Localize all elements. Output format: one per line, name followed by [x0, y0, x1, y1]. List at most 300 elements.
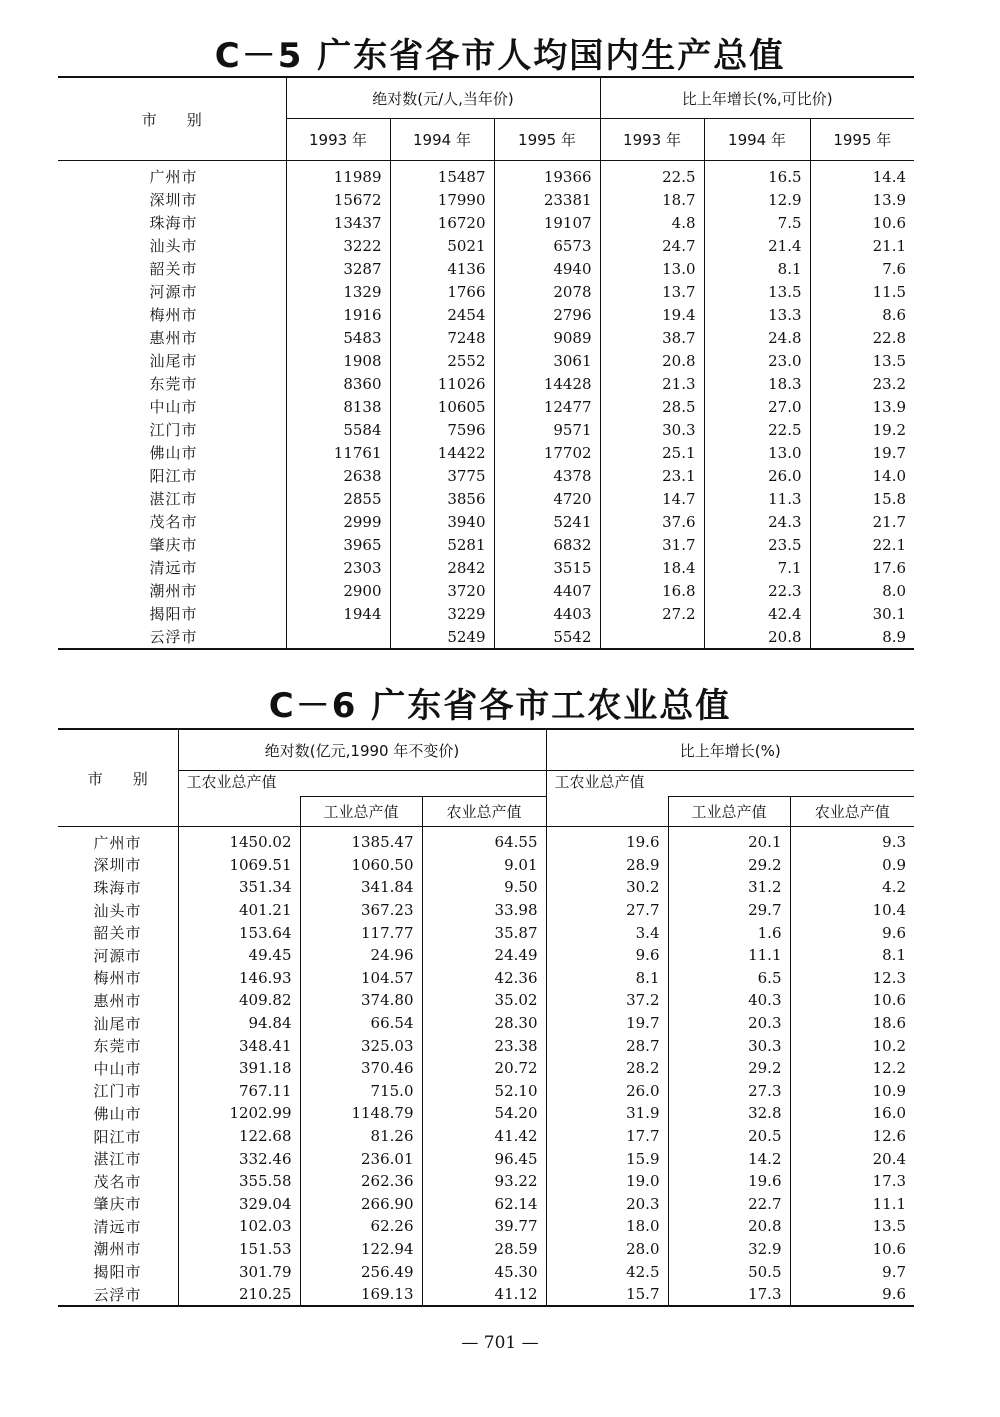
value-cell: 3287	[286, 257, 390, 280]
value-cell: 355.58	[178, 1170, 300, 1193]
value-cell: 409.82	[178, 989, 300, 1012]
value-cell: 7596	[390, 418, 494, 441]
value-cell: 8.1	[546, 967, 668, 990]
row-header: 市 别	[58, 77, 286, 161]
value-cell: 15.8	[810, 487, 914, 510]
value-cell: 8138	[286, 395, 390, 418]
table-row	[58, 944, 914, 967]
value-cell: 325.03	[300, 1034, 422, 1057]
value-cell: 45.30	[422, 1260, 546, 1283]
table-row	[58, 625, 914, 649]
value-cell: 6832	[494, 533, 600, 556]
value-cell: 18.0	[546, 1215, 668, 1238]
table-row	[58, 1012, 914, 1035]
value-cell: 19.0	[546, 1170, 668, 1193]
value-cell: 24.49	[422, 944, 546, 967]
table-row	[58, 464, 914, 487]
value-cell: 2552	[390, 349, 494, 372]
value-cell: 30.3	[668, 1034, 790, 1057]
city-name: 深圳市	[93, 856, 142, 875]
value-cell: 19107	[494, 211, 600, 234]
city-name: 江门市	[149, 421, 198, 439]
value-cell: 52.10	[422, 1080, 546, 1103]
city-name: 阳江市	[93, 1127, 142, 1146]
table-row	[58, 579, 914, 602]
value-cell: 30.3	[600, 418, 704, 441]
value-cell: 23.38	[422, 1034, 546, 1057]
table-row	[58, 487, 914, 510]
group-header-absolute: 绝对数(元/人,当年价)	[286, 77, 600, 119]
table-row	[58, 1080, 914, 1103]
value-cell: 1916	[286, 303, 390, 326]
value-cell: 117.77	[300, 921, 422, 944]
value-cell: 236.01	[300, 1147, 422, 1170]
value-cell: 104.57	[300, 967, 422, 990]
value-cell: 374.80	[300, 989, 422, 1012]
value-cell: 370.46	[300, 1057, 422, 1080]
table-row	[58, 1125, 914, 1148]
city-name: 肇庆市	[149, 536, 198, 554]
row-header: 市 别	[58, 729, 178, 827]
year-header: 1994 年	[390, 119, 494, 161]
value-cell: 21.7	[810, 510, 914, 533]
value-cell: 4.8	[600, 211, 704, 234]
value-cell: 4136	[390, 257, 494, 280]
value-cell: 15487	[390, 161, 494, 189]
value-cell: 7248	[390, 326, 494, 349]
value-cell: 20.72	[422, 1057, 546, 1080]
value-cell: 8360	[286, 372, 390, 395]
value-cell: 15.9	[546, 1147, 668, 1170]
value-cell: 2855	[286, 487, 390, 510]
city-name: 阳江市	[149, 467, 198, 485]
city-name: 湛江市	[149, 490, 198, 508]
table-row	[58, 418, 914, 441]
col-agri-header: 农业总产值	[422, 797, 546, 827]
value-cell: 4940	[494, 257, 600, 280]
value-cell: 10.9	[790, 1080, 914, 1103]
table-row	[58, 349, 914, 372]
table-row	[58, 967, 914, 990]
value-cell: 3775	[390, 464, 494, 487]
table-row	[58, 395, 914, 418]
value-cell: 22.8	[810, 326, 914, 349]
value-cell: 13437	[286, 211, 390, 234]
value-cell: 11.1	[790, 1193, 914, 1216]
value-cell: 6.5	[668, 967, 790, 990]
value-cell: 33.98	[422, 899, 546, 922]
value-cell: 19.6	[546, 827, 668, 854]
table-row	[58, 602, 914, 625]
table-row	[58, 876, 914, 899]
value-cell: 62.26	[300, 1215, 422, 1238]
value-cell: 9.6	[790, 921, 914, 944]
value-cell: 37.2	[546, 989, 668, 1012]
value-cell: 10.4	[790, 899, 914, 922]
value-cell: 28.59	[422, 1238, 546, 1261]
value-cell: 14422	[390, 441, 494, 464]
value-cell: 29.2	[668, 1057, 790, 1080]
value-cell: 17.3	[668, 1283, 790, 1307]
value-cell: 169.13	[300, 1283, 422, 1307]
value-cell: 2454	[390, 303, 494, 326]
value-cell: 22.7	[668, 1193, 790, 1216]
value-cell: 210.25	[178, 1283, 300, 1307]
value-cell: 22.3	[704, 579, 810, 602]
table-row	[58, 1034, 914, 1057]
value-cell: 5241	[494, 510, 600, 533]
table-c5-title: C－5 广东省各市人均国内生产总值	[214, 36, 786, 76]
value-cell: 3965	[286, 533, 390, 556]
value-cell: 23.1	[600, 464, 704, 487]
value-cell: 5483	[286, 326, 390, 349]
value-cell: 64.55	[422, 827, 546, 854]
page-number: — 701 —	[461, 1333, 539, 1353]
table-row	[58, 989, 914, 1012]
value-cell: 35.87	[422, 921, 546, 944]
value-cell: 22.5	[600, 161, 704, 189]
value-cell: 1450.02	[178, 827, 300, 854]
table-c6	[58, 728, 914, 1307]
table-c6-title: C－6 广东省各市工农业总值	[268, 686, 732, 726]
value-cell: 26.0	[546, 1080, 668, 1103]
value-cell: 24.96	[300, 944, 422, 967]
value-cell: 23.2	[810, 372, 914, 395]
city-name: 清远市	[149, 559, 198, 577]
table-row	[58, 1147, 914, 1170]
value-cell: 10.6	[790, 1238, 914, 1261]
city-name: 揭阳市	[93, 1263, 142, 1282]
table-row	[58, 1170, 914, 1193]
value-cell: 1148.79	[300, 1102, 422, 1125]
value-cell: 35.02	[422, 989, 546, 1012]
city-name: 佛山市	[93, 1104, 142, 1123]
value-cell: 15672	[286, 188, 390, 211]
value-cell: 6573	[494, 234, 600, 257]
value-cell: 28.9	[546, 854, 668, 877]
table-row	[58, 510, 914, 533]
value-cell: 3940	[390, 510, 494, 533]
value-cell: 715.0	[300, 1080, 422, 1103]
city-name: 惠州市	[149, 329, 198, 347]
table-row	[58, 280, 914, 303]
group-header-growth: 比上年增长(%)	[546, 729, 914, 771]
city-name: 河源市	[149, 283, 198, 301]
value-cell: 17702	[494, 441, 600, 464]
table-row	[58, 257, 914, 280]
city-name: 东莞市	[93, 1037, 142, 1056]
value-cell: 40.3	[668, 989, 790, 1012]
value-cell: 23.5	[704, 533, 810, 556]
value-cell: 19.6	[668, 1170, 790, 1193]
value-cell: 17.3	[790, 1170, 914, 1193]
table-row	[58, 1238, 914, 1261]
value-cell: 151.53	[178, 1238, 300, 1261]
value-cell: 11.5	[810, 280, 914, 303]
value-cell: 11989	[286, 161, 390, 189]
value-cell: 26.0	[704, 464, 810, 487]
city-name: 潮州市	[149, 582, 198, 600]
value-cell: 19.7	[546, 1012, 668, 1035]
value-cell: 24.7	[600, 234, 704, 257]
year-header: 1993 年	[600, 119, 704, 161]
value-cell: 14.4	[810, 161, 914, 189]
year-header: 1993 年	[286, 119, 390, 161]
value-cell: 9571	[494, 418, 600, 441]
value-cell: 29.7	[668, 899, 790, 922]
col-total-growth-header: 工农业总产值	[546, 771, 668, 797]
value-cell: 341.84	[300, 876, 422, 899]
value-cell: 16.0	[790, 1102, 914, 1125]
value-cell: 1766	[390, 280, 494, 303]
value-cell: 27.7	[546, 899, 668, 922]
value-cell: 17.6	[810, 556, 914, 579]
table-row	[58, 556, 914, 579]
value-cell: 19.2	[810, 418, 914, 441]
value-cell	[286, 625, 390, 649]
value-cell: 1944	[286, 602, 390, 625]
value-cell: 20.3	[668, 1012, 790, 1035]
value-cell: 1.6	[668, 921, 790, 944]
value-cell: 38.7	[600, 326, 704, 349]
value-cell: 12.9	[704, 188, 810, 211]
table-row	[58, 234, 914, 257]
table-row	[58, 1283, 914, 1307]
value-cell: 8.1	[704, 257, 810, 280]
table-row	[58, 1057, 914, 1080]
city-name: 茂名市	[149, 513, 198, 531]
value-cell: 14.2	[668, 1147, 790, 1170]
value-cell: 18.7	[600, 188, 704, 211]
value-cell: 391.18	[178, 1057, 300, 1080]
value-cell: 20.8	[600, 349, 704, 372]
value-cell: 122.68	[178, 1125, 300, 1148]
value-cell: 8.0	[810, 579, 914, 602]
value-cell: 11.1	[668, 944, 790, 967]
value-cell: 5021	[390, 234, 494, 257]
value-cell: 49.45	[178, 944, 300, 967]
table-row	[58, 1193, 914, 1216]
value-cell: 16.8	[600, 579, 704, 602]
value-cell: 37.6	[600, 510, 704, 533]
value-cell: 1329	[286, 280, 390, 303]
value-cell: 24.3	[704, 510, 810, 533]
value-cell: 1908	[286, 349, 390, 372]
value-cell: 5249	[390, 625, 494, 649]
value-cell: 30.1	[810, 602, 914, 625]
value-cell: 367.23	[300, 899, 422, 922]
city-name: 中山市	[149, 398, 198, 416]
value-cell: 27.2	[600, 602, 704, 625]
city-name: 珠海市	[149, 214, 198, 232]
city-name: 清远市	[93, 1217, 142, 1236]
city-name: 汕尾市	[93, 1014, 142, 1033]
value-cell: 10.6	[810, 211, 914, 234]
city-name: 潮州市	[93, 1240, 142, 1259]
value-cell	[600, 625, 704, 649]
city-name: 云浮市	[93, 1285, 142, 1304]
value-cell: 27.3	[668, 1080, 790, 1103]
value-cell: 13.0	[704, 441, 810, 464]
table-row	[58, 827, 914, 854]
value-cell: 102.03	[178, 1215, 300, 1238]
group-header-absolute: 绝对数(亿元,1990 年不变价)	[178, 729, 546, 771]
city-name: 广州市	[93, 833, 142, 852]
table-row	[58, 921, 914, 944]
value-cell: 28.30	[422, 1012, 546, 1035]
value-cell: 767.11	[178, 1080, 300, 1103]
value-cell: 20.1	[668, 827, 790, 854]
value-cell: 8.1	[790, 944, 914, 967]
value-cell: 28.5	[600, 395, 704, 418]
value-cell: 7.5	[704, 211, 810, 234]
value-cell: 54.20	[422, 1102, 546, 1125]
value-cell: 20.5	[668, 1125, 790, 1148]
city-name: 汕尾市	[149, 352, 198, 370]
value-cell: 4407	[494, 579, 600, 602]
city-name: 汕头市	[149, 237, 198, 255]
city-name: 江门市	[93, 1082, 142, 1101]
year-header: 1994 年	[704, 119, 810, 161]
value-cell: 11761	[286, 441, 390, 464]
value-cell: 93.22	[422, 1170, 546, 1193]
city-name: 揭阳市	[149, 605, 198, 623]
value-cell: 256.49	[300, 1260, 422, 1283]
value-cell: 351.34	[178, 876, 300, 899]
city-name: 湛江市	[93, 1150, 142, 1169]
value-cell: 10.6	[790, 989, 914, 1012]
city-name: 佛山市	[149, 444, 198, 462]
value-cell: 19366	[494, 161, 600, 189]
value-cell: 2303	[286, 556, 390, 579]
value-cell: 14.7	[600, 487, 704, 510]
value-cell: 2638	[286, 464, 390, 487]
value-cell: 24.8	[704, 326, 810, 349]
table-row	[58, 372, 914, 395]
value-cell: 12.6	[790, 1125, 914, 1148]
value-cell: 3515	[494, 556, 600, 579]
value-cell: 41.42	[422, 1125, 546, 1148]
value-cell: 266.90	[300, 1193, 422, 1216]
value-cell: 9.01	[422, 854, 546, 877]
value-cell: 2999	[286, 510, 390, 533]
value-cell: 94.84	[178, 1012, 300, 1035]
city-name: 云浮市	[149, 628, 198, 646]
value-cell: 7.1	[704, 556, 810, 579]
value-cell: 153.64	[178, 921, 300, 944]
value-cell: 31.9	[546, 1102, 668, 1125]
value-cell: 2078	[494, 280, 600, 303]
value-cell: 96.45	[422, 1147, 546, 1170]
value-cell: 3222	[286, 234, 390, 257]
table-row	[58, 161, 914, 189]
value-cell: 13.0	[600, 257, 704, 280]
value-cell: 348.41	[178, 1034, 300, 1057]
value-cell: 28.2	[546, 1057, 668, 1080]
city-name: 梅州市	[149, 306, 198, 324]
value-cell: 32.9	[668, 1238, 790, 1261]
value-cell: 17.7	[546, 1125, 668, 1148]
col-industry-header: 工业总产值	[300, 797, 422, 827]
value-cell: 19.4	[600, 303, 704, 326]
value-cell: 17990	[390, 188, 494, 211]
value-cell: 13.7	[600, 280, 704, 303]
value-cell: 21.1	[810, 234, 914, 257]
city-name: 东莞市	[149, 375, 198, 393]
value-cell: 29.2	[668, 854, 790, 877]
value-cell: 10.2	[790, 1034, 914, 1057]
city-name: 中山市	[93, 1059, 142, 1078]
value-cell: 5542	[494, 625, 600, 649]
value-cell: 14.0	[810, 464, 914, 487]
city-name: 茂名市	[93, 1172, 142, 1191]
value-cell: 146.93	[178, 967, 300, 990]
city-name: 韶关市	[149, 260, 198, 278]
value-cell: 12.2	[790, 1057, 914, 1080]
table-row	[58, 533, 914, 556]
value-cell: 12.3	[790, 967, 914, 990]
value-cell: 22.1	[810, 533, 914, 556]
table-row	[58, 899, 914, 922]
value-cell: 13.5	[790, 1215, 914, 1238]
city-name: 惠州市	[93, 991, 142, 1010]
year-header: 1995 年	[494, 119, 600, 161]
value-cell: 14428	[494, 372, 600, 395]
value-cell: 31.2	[668, 876, 790, 899]
city-name: 韶关市	[93, 924, 142, 943]
value-cell: 5281	[390, 533, 494, 556]
value-cell: 31.7	[600, 533, 704, 556]
table-row	[58, 1102, 914, 1125]
value-cell: 13.5	[704, 280, 810, 303]
value-cell: 7.6	[810, 257, 914, 280]
value-cell: 12477	[494, 395, 600, 418]
value-cell: 301.79	[178, 1260, 300, 1283]
value-cell: 27.0	[704, 395, 810, 418]
value-cell: 42.5	[546, 1260, 668, 1283]
value-cell: 9.7	[790, 1260, 914, 1283]
value-cell: 22.5	[704, 418, 810, 441]
value-cell: 4.2	[790, 876, 914, 899]
value-cell: 3.4	[546, 921, 668, 944]
table-row	[58, 441, 914, 464]
value-cell: 122.94	[300, 1238, 422, 1261]
value-cell: 4403	[494, 602, 600, 625]
value-cell: 30.2	[546, 876, 668, 899]
table-row	[58, 188, 914, 211]
value-cell: 42.36	[422, 967, 546, 990]
value-cell: 5584	[286, 418, 390, 441]
value-cell: 8.6	[810, 303, 914, 326]
value-cell: 16720	[390, 211, 494, 234]
value-cell: 262.36	[300, 1170, 422, 1193]
table-row	[58, 303, 914, 326]
value-cell: 11.3	[704, 487, 810, 510]
value-cell: 20.8	[668, 1215, 790, 1238]
value-cell: 2900	[286, 579, 390, 602]
value-cell: 18.6	[790, 1012, 914, 1035]
value-cell: 1385.47	[300, 827, 422, 854]
city-name: 肇庆市	[93, 1195, 142, 1214]
table-c5	[58, 76, 914, 650]
value-cell: 329.04	[178, 1193, 300, 1216]
value-cell: 9.50	[422, 876, 546, 899]
value-cell: 13.3	[704, 303, 810, 326]
value-cell: 23381	[494, 188, 600, 211]
table-row	[58, 1215, 914, 1238]
value-cell: 9089	[494, 326, 600, 349]
year-header: 1995 年	[810, 119, 914, 161]
